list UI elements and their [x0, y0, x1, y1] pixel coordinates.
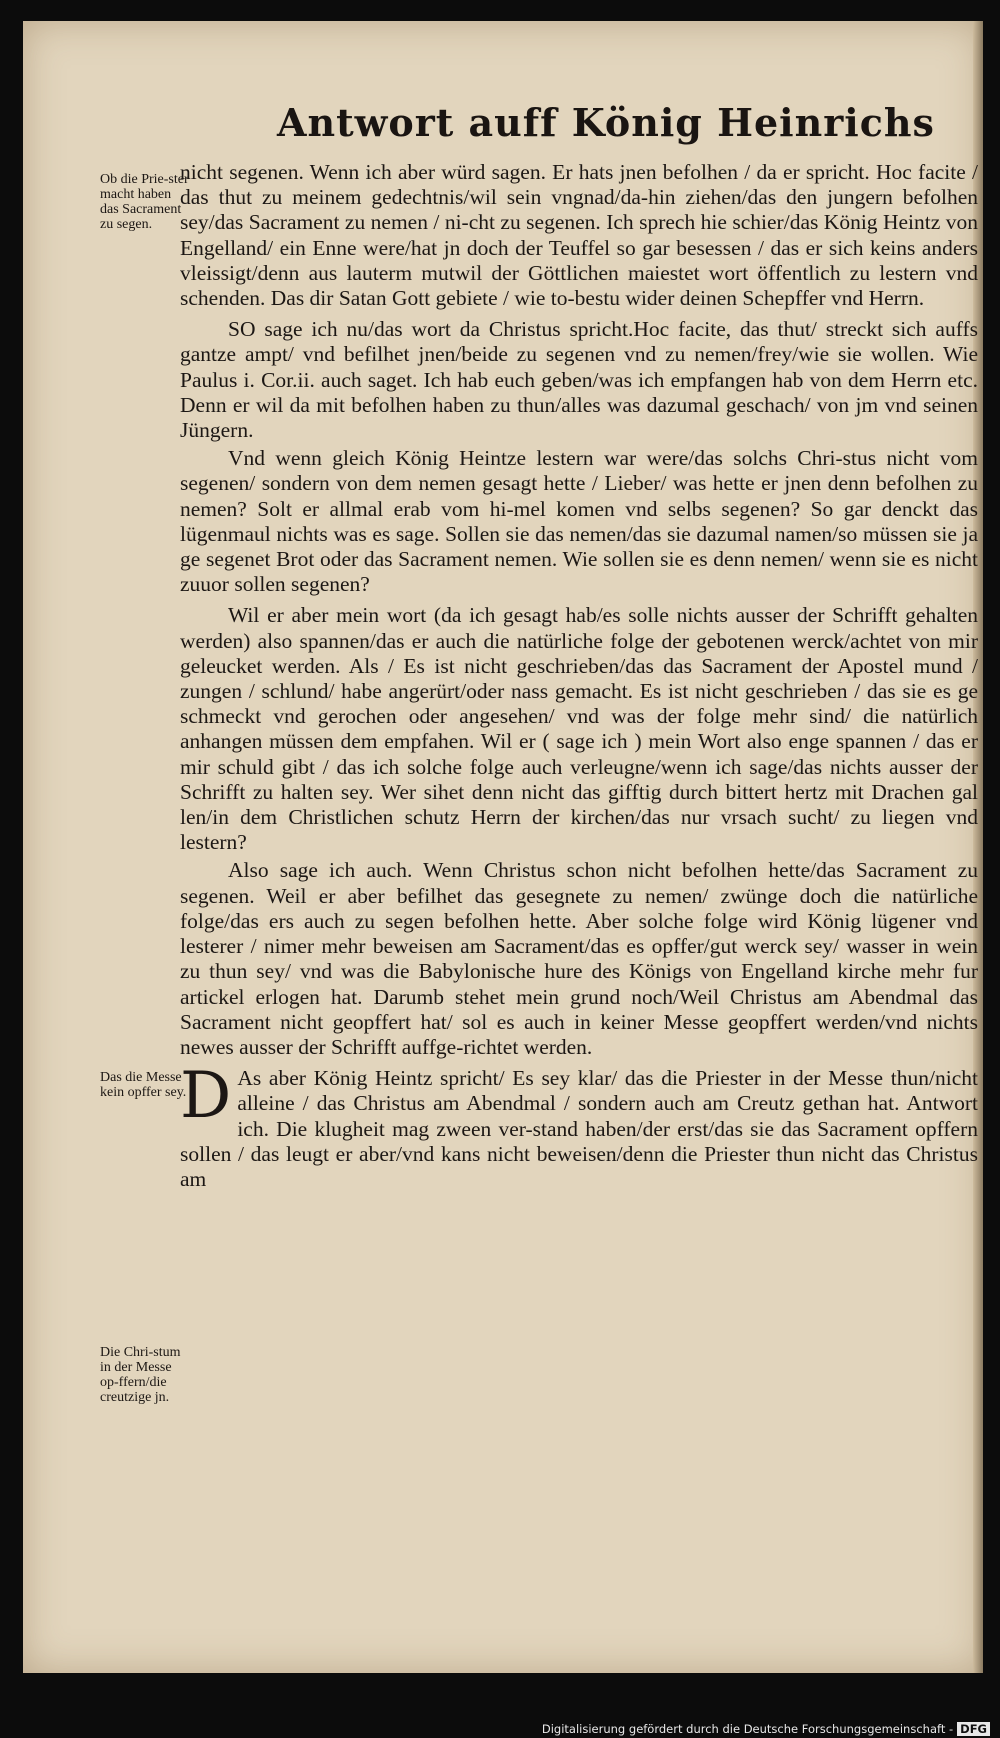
body-text: [180, 160, 978, 1195]
footer-credit: [0, 1722, 1000, 1736]
paragraph-5: Also sage ich auch. Wenn Christus schon nicht befolhen hette/das Sacrament zu segenen. Weil er aber befilhet das gesegnete zu nemen/ zwünge doch die natürliche folge/das ers auch zu segen befolhen hette. Aber solche folge wird König lügener vnd lesterer / nimer mehr beweisen am Sacrament/das es opffer/gut werck sey/ wasser in wein zu thun sey/ vnd was die Babylonische hure des Königs von Engelland kirche mehr fur artickel erlogen hat. Darumb stehet mein grund noch/Weil Christus am Abendmal das Sacrament nicht geopffert hat/ sol es auch in keiner Messe geopffert werden/vnd nichts newes ausser der Schrifft auffge-richtet werden.: [180, 858, 978, 1059]
margin-note-3: Die Chri-stum in der Messe op-ffern/die creutzige jn.: [100, 1345, 181, 1405]
paragraph-3: Vnd wenn gleich König Heintze lestern war were/das solchs Chri-stus nicht vom segenen/ sondern von dem nemen gesagt hette / Lieber/ was hette er jnen denn befolhen zu nemen? Solt er allmal erab vom hi-mel komen vnd selbs segenen? So gar denckt das lügenmaul nichts was es sage. Sollen sie das nemen/das sie dazumal namen/so müssen sie ja ge segenet Brot oder das Sacrament nemen. Wie sollen sie es denn nemen/ wenn sie es nicht zuuor sollen segenen?: [180, 446, 978, 597]
dfg-logo: DFG: [957, 1722, 990, 1736]
margin-note-2: Das die Messe kein opffer sey.: [100, 1070, 187, 1100]
paragraph-1: nicht segenen. Wenn ich aber würd sagen. Er hats jnen befolhen / da er spricht. Hoc facite / das thut zu meinem gedechtnis/wil sein vngnad/da-hin ziehen/das den jungern befolhen sey/das Sacrament zu nemen / ni-cht zu segenen. Ich sprech hie schier/das König Heintz von Engelland/ ein Enne were/hat jn doch der Teuffel so gar besessen / das er sich keins anders vleissigt/denn aus lauterm mutwil der Göttlichen maiestet wort öffentlich zu lestern vnd schenden. Das dir Satan Gott gebiete / wie to-bestu wider deinen Schepffer vnd Herrn.: [180, 160, 978, 311]
footer-text: Digitalisierung gefördert durch die Deutsche Forschungsgemeinschaft -: [541, 1722, 954, 1736]
running-header: Antwort auff König Heinrichs: [277, 100, 935, 145]
margin-note-1: Ob die Prie-ster macht haben das Sacrament zu segen.: [100, 172, 189, 232]
paragraph-4: Wil er aber mein wort (da ich gesagt hab/es solle nichts ausser der Schrifft gehalten werden) also spannen/das er auch die natürliche folge der gebotenen werck/achtet von mir geleucket werden. Als / Es ist nicht geschrieben/das das Sacrament der Apostel mund / zungen / schlund/ habe angerürt/oder nass gemacht. Es ist nicht geschrieben / das sie es ge schmeckt vnd gerochen oder angesehen/ vnd was der folge mehr sind/ die natürlich anhangen müssen dem empfahen. Wil er ( sage ich ) mein Wort also enge spannen / das er mir schuld gibt / das ich solche folge auch verleugne/wenn ich sage/das nichts ausser der Schrifft zu halten sey. Wer sihet denn nicht das gifftig durch bittert hertz mit Drachen gal len/in dem Christlichen schutz Herrn der kirchen/das nur vrsach sucht/ zu liegen vnd lestern?: [180, 603, 978, 855]
paragraph-6: [180, 1059, 978, 1192]
paragraph-2: SO sage ich nu/das wort da Christus spricht.Hoc facite, das thut/ streckt sich auffs gantze ampt/ vnd befilhet jnen/beide zu segenen vnd zu nemen/frey/wie sie wollen. Wie Paulus i. Cor.ii. auch saget. Ich hab euch geben/was ich empfangen hab von dem Herrn etc. Denn er wil da mit befolhen haben zu thun/alles was dazumal geschach/ von jm vnd seinen Jüngern.: [180, 317, 978, 443]
drop-cap: D: [180, 1059, 232, 1134]
paragraph-6-text: As aber König Heintz spricht/ Es sey klar/ das die Priester in der Messe thun/nicht alleine / das Christus am Abendmal / sondern auch am Creutz gethan hat. Antwort ich. Die klugheit mag zween ver-stand haben/der erst/das sie das Sacrament opffern sollen / das leugt er aber/vnd kans nicht beweisen/denn die Priester thun nicht das Christus am: [180, 1066, 978, 1191]
